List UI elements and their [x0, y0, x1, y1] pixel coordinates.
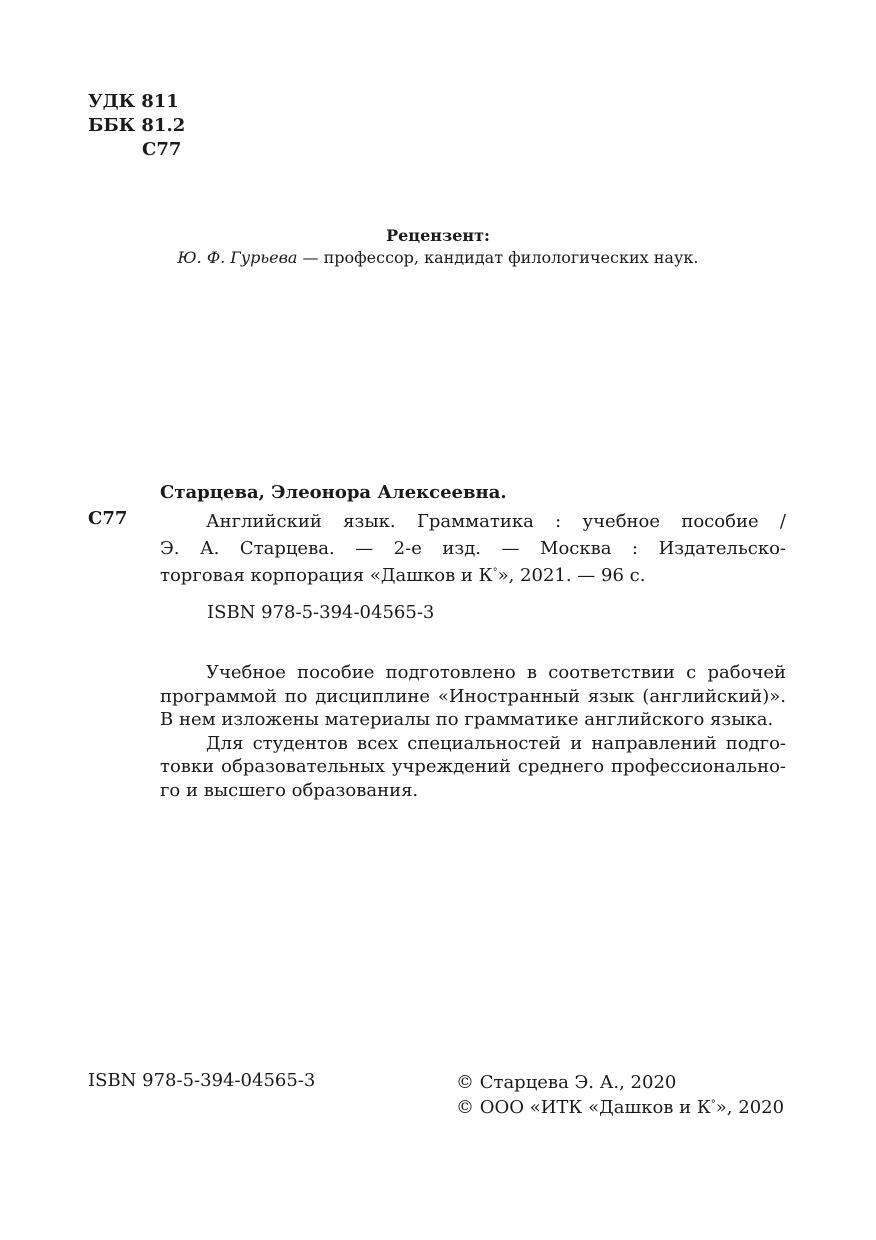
desc-line: Э. А. Старцева. — 2-е изд. — Москва : Издательско-	[160, 538, 786, 559]
udk-code: УДК 811	[88, 91, 179, 112]
reviewer-line	[0, 248, 876, 267]
bibliographic-description	[160, 508, 786, 589]
copyright-publisher	[456, 1095, 784, 1120]
annotation-line: Учебное пособие подготовлено в соответствии с рабочей	[206, 662, 786, 683]
book-author: Старцева, Элеонора Алексеевна.	[160, 482, 507, 503]
footer-isbn: ISBN 978-5-394-04565-3	[88, 1070, 316, 1091]
desc-line	[160, 562, 786, 589]
copyright-publisher-text: © ООО «ИТК «Дашков и К	[456, 1097, 711, 1118]
desc-line-part: », 2021. — 96 с.	[497, 565, 646, 586]
degree-sign: °	[492, 567, 498, 578]
copyright-year: », 2020	[715, 1097, 785, 1118]
desc-line: Английский язык. Грамматика : учебное пособие /	[206, 511, 786, 532]
reviewer-description: — профессор, кандидат филологических наук.	[297, 248, 699, 267]
annotation	[160, 661, 786, 802]
desc-line-part: торговая корпорация «Дашков и К	[160, 565, 493, 586]
bbk-code: ББК 81.2	[88, 115, 186, 136]
author-sign: С77	[142, 139, 182, 160]
author-sign-left: С77	[88, 508, 128, 529]
annotation-line: программой по дисциплине «Иностранный язык (английский)».	[160, 685, 786, 707]
annotation-line: Для студентов всех специальностей и направлений подго-	[206, 732, 786, 754]
annotation-line: товки образовательных учреждений среднего профессионально-	[160, 756, 786, 777]
reviewer-name: Ю. Ф. Гурьева	[177, 248, 298, 267]
copyright-author: © Старцева Э. А., 2020	[456, 1072, 677, 1093]
copyright-block	[456, 1070, 784, 1120]
degree-sign: °	[710, 1099, 716, 1110]
reviewer-title: Рецензент:	[386, 226, 490, 245]
annotation-line: го и высшего образования.	[160, 779, 419, 801]
classification-block	[88, 90, 185, 162]
annotation-line: В нем изложены материалы по грамматике английского языка.	[160, 709, 774, 730]
isbn-number: ISBN 978-5-394-04565-3	[207, 602, 435, 623]
